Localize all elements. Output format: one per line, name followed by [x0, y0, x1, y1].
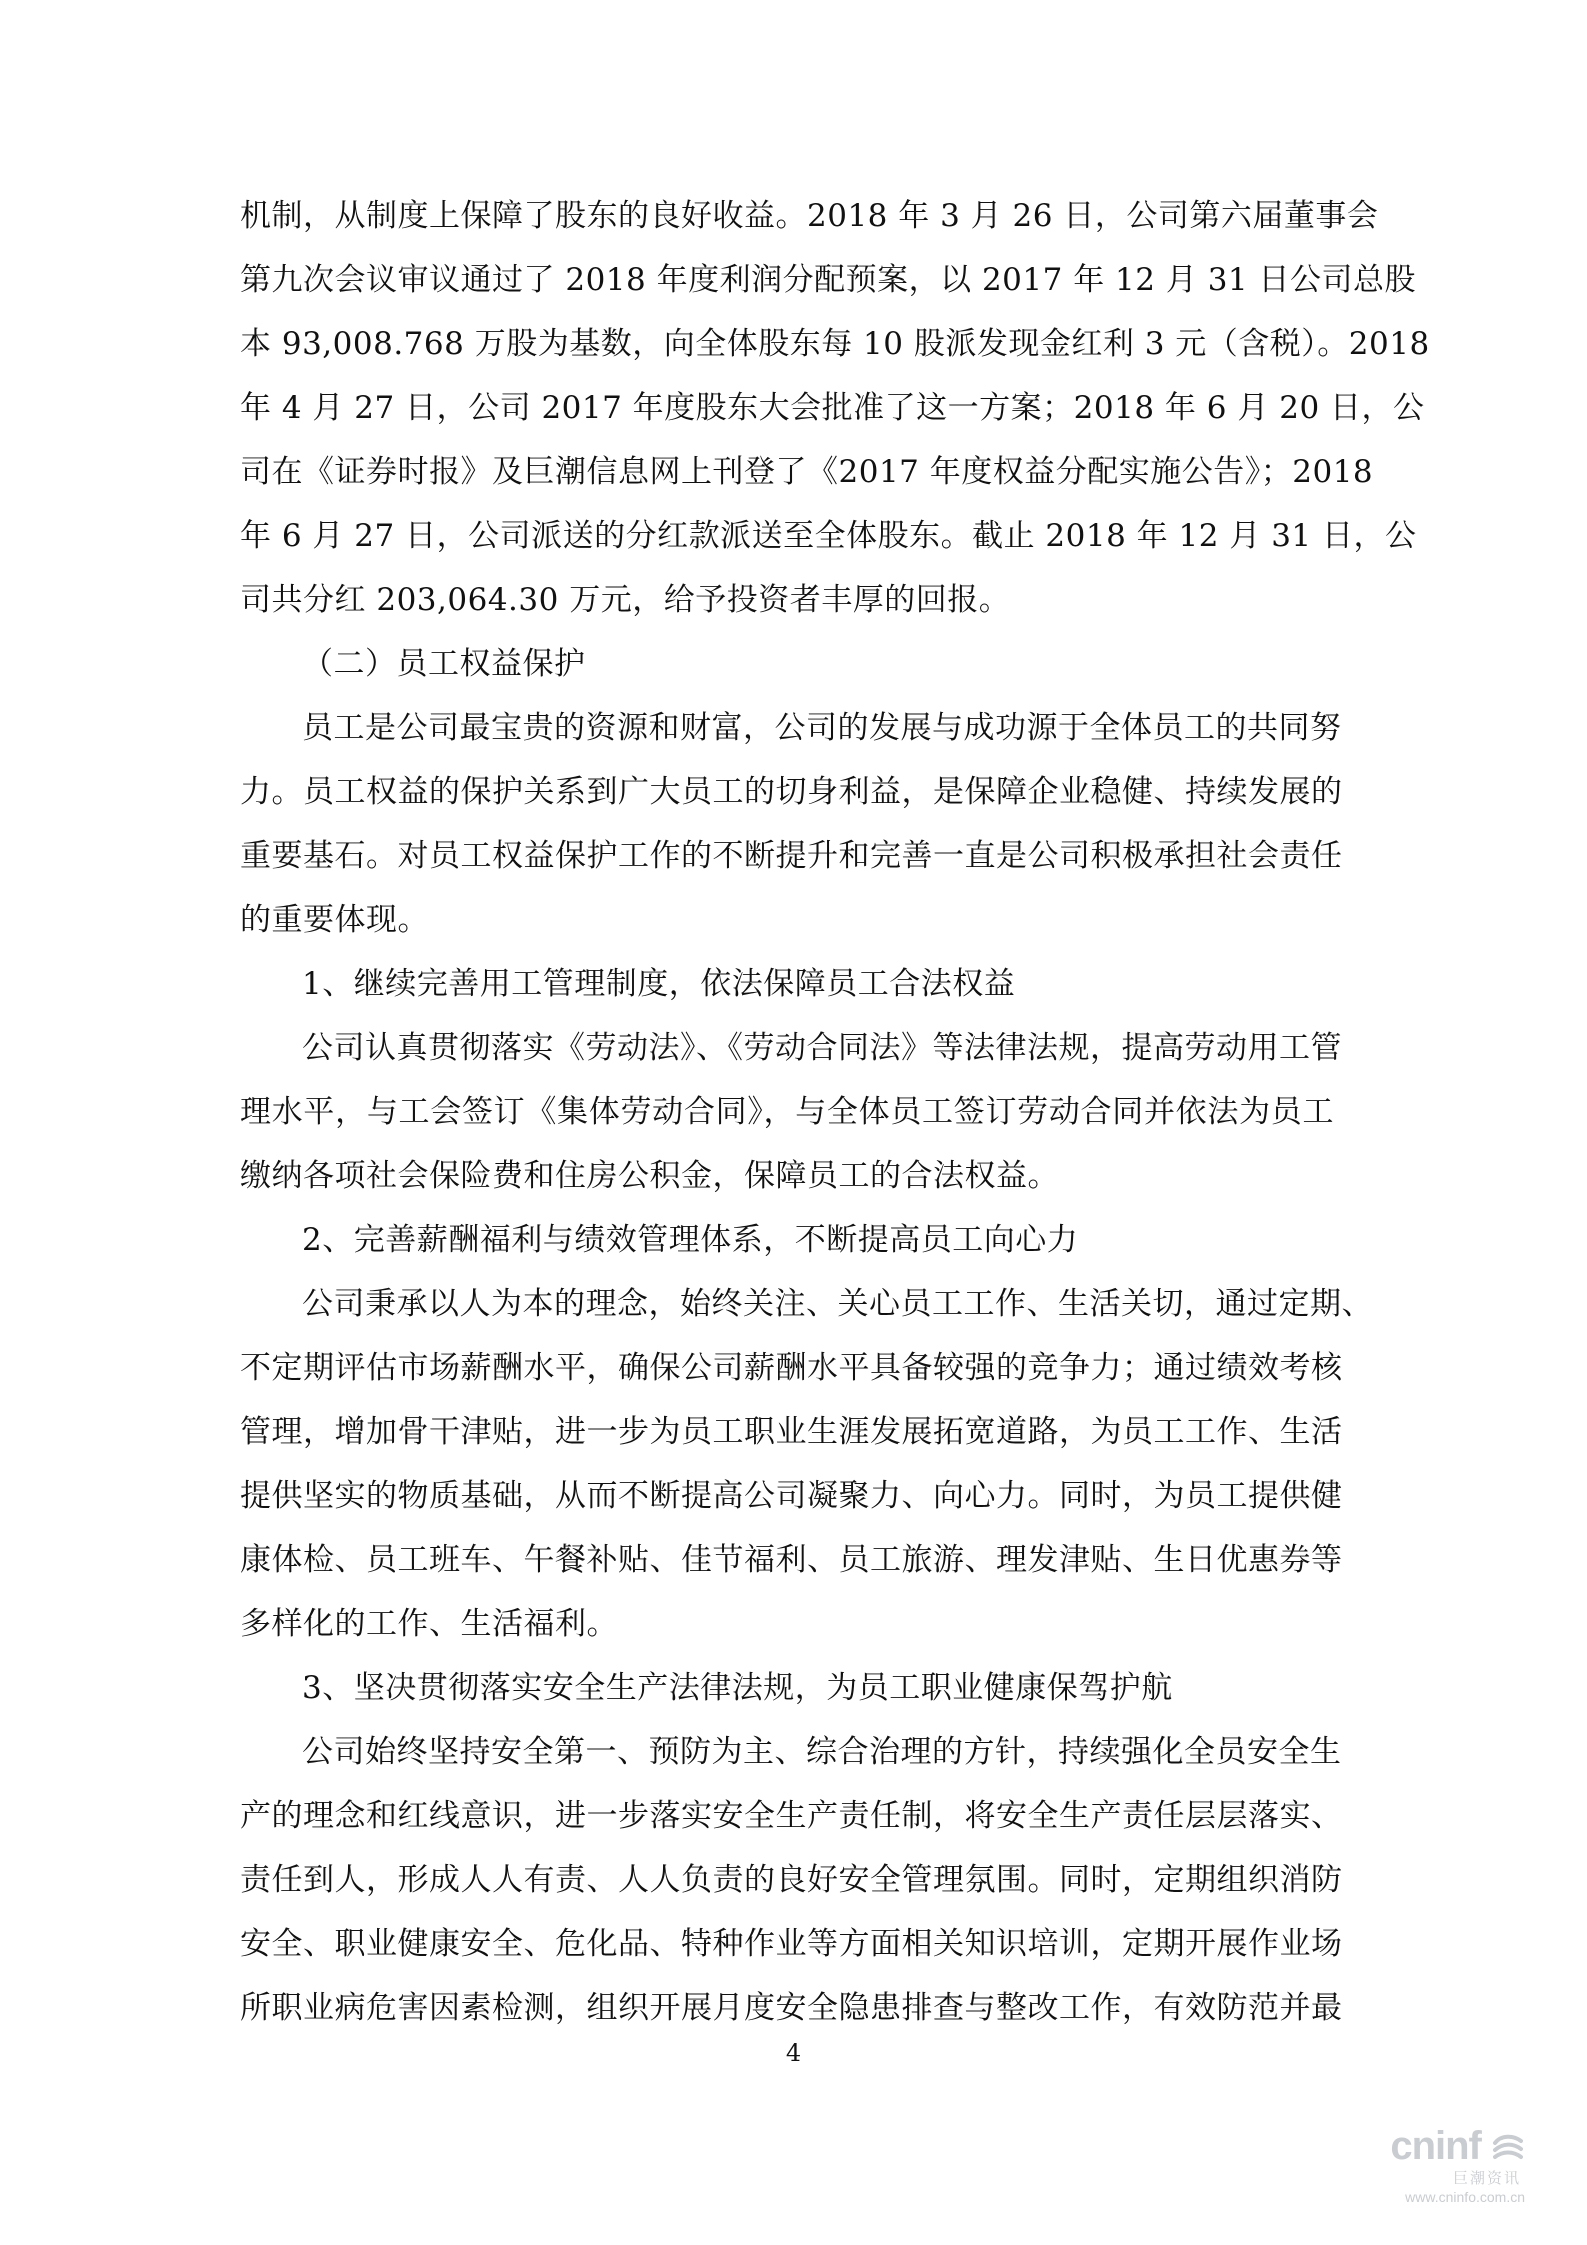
paragraph-line: 重要基石。对员工权益保护工作的不断提升和完善一直是公司积极承担社会责任 — [240, 838, 1343, 874]
watermark-logo — [1345, 2122, 1525, 2170]
page-number: 4 — [785, 2039, 802, 2067]
subsection-heading: 3、坚决贯彻落实安全生产法律法规，为员工职业健康保驾护航 — [302, 1670, 1173, 1706]
subsection-heading: 1、继续完善用工管理制度，依法保障员工合法权益 — [302, 966, 1016, 1002]
paragraph-line: 机制，从制度上保障了股东的良好收益。2018 年 3 月 26 日，公司第六届董事会 — [240, 198, 1379, 234]
wave-logo-icon — [1491, 2131, 1525, 2165]
paragraph-line: 的重要体现。 — [240, 902, 429, 938]
paragraph-line: 司在《证券时报》及巨潮信息网上刊登了《2017 年度权益分配实施公告》；2018 — [240, 454, 1374, 490]
paragraph-line: 员工是公司最宝贵的资源和财富，公司的发展与成功源于全体员工的共同努 — [302, 710, 1342, 746]
watermark-subtitle: 巨潮资讯 — [1452, 2170, 1521, 2187]
paragraph-line: 康体检、员工班车、午餐补贴、佳节福利、员工旅游、理发津贴、生日优惠券等 — [240, 1542, 1343, 1578]
paragraph-line: 安全、职业健康安全、危化品、特种作业等方面相关知识培训，定期开展作业场 — [240, 1926, 1343, 1962]
paragraph-line: 第九次会议审议通过了 2018 年度利润分配预案，以 2017 年 12 月 31 日公司总股 — [240, 262, 1417, 298]
paragraph-line: 公司认真贯彻落实《劳动法》、《劳动合同法》等法律法规，提高劳动用工管 — [302, 1030, 1342, 1066]
paragraph-line: 公司始终坚持安全第一、预防为主、综合治理的方针，持续强化全员安全生 — [302, 1734, 1342, 1770]
paragraph-line: 年 4 月 27 日，公司 2017 年度股东大会批准了这一方案；2018 年 6 月 20 日，公 — [240, 390, 1425, 426]
paragraph-line: 力。员工权益的保护关系到广大员工的切身利益，是保障企业稳健、持续发展的 — [240, 774, 1343, 810]
paragraph-line: 理水平，与工会签订《集体劳动合同》，与全体员工签订劳动合同并依法为员工 — [240, 1094, 1334, 1130]
watermark-url: www.cninfo.com.cn — [1405, 2189, 1525, 2205]
paragraph-line: 所职业病危害因素检测，组织开展月度安全隐患排查与整改工作，有效防范并最 — [240, 1990, 1343, 2026]
paragraph-line: 提供坚实的物质基础，从而不断提高公司凝聚力、向心力。同时，为员工提供健 — [240, 1478, 1343, 1514]
paragraph-line: 责任到人，形成人人有责、人人负责的良好安全管理氛围。同时，定期组织消防 — [240, 1862, 1343, 1898]
paragraph-line: 多样化的工作、生活福利。 — [240, 1606, 618, 1642]
section-heading: （二）员工权益保护 — [302, 646, 586, 682]
watermark-logo-text: cninf — [1390, 2124, 1481, 2168]
paragraph-line: 管理，增加骨干津贴，进一步为员工职业生涯发展拓宽道路，为员工工作、生活 — [240, 1414, 1343, 1450]
paragraph-line: 年 6 月 27 日，公司派送的分红款派送至全体股东。截止 2018 年 12 月 31 日，公 — [240, 518, 1417, 554]
paragraph-line: 缴纳各项社会保险费和住房公积金，保障员工的合法权益。 — [240, 1158, 1059, 1194]
cninfo-watermark — [1345, 2122, 1525, 2217]
paragraph-line: 不定期评估市场薪酬水平，确保公司薪酬水平具备较强的竞争力；通过绩效考核 — [240, 1350, 1343, 1386]
subsection-heading: 2、完善薪酬福利与绩效管理体系，不断提高员工向心力 — [302, 1222, 1079, 1258]
paragraph-line: 司共分红 203,064.30 万元，给予投资者丰厚的回报。 — [240, 582, 1011, 618]
paragraph-line: 产的理念和红线意识，进一步落实安全生产责任制，将安全生产责任层层落实、 — [240, 1798, 1343, 1834]
paragraph-line: 公司秉承以人为本的理念，始终关注、关心员工工作、生活关切，通过定期、 — [302, 1286, 1373, 1322]
paragraph-line: 本 93,008.768 万股为基数，向全体股东每 10 股派发现金红利 3 元（含税）。2018 — [240, 326, 1430, 362]
